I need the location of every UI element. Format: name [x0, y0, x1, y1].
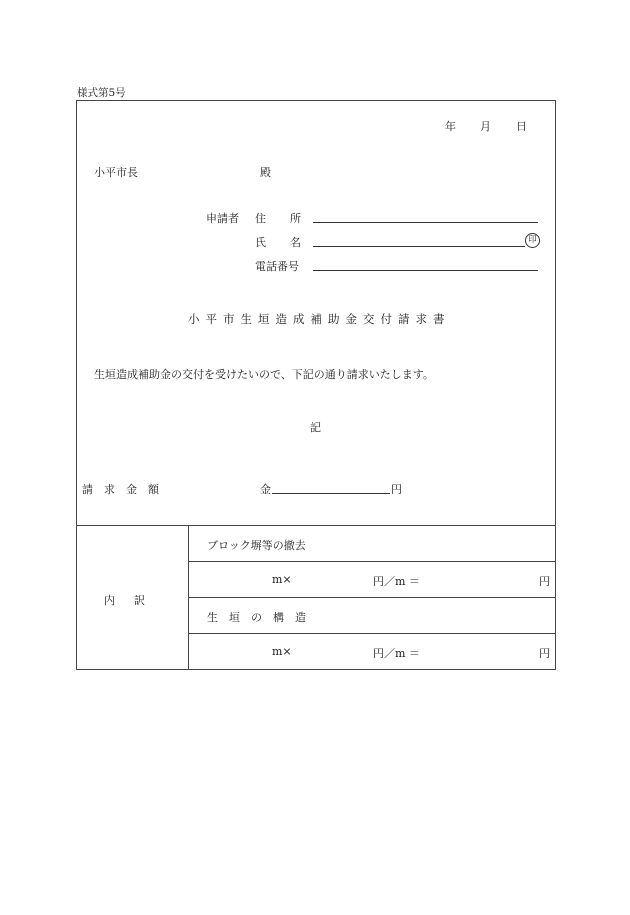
- date-year-label: 年: [445, 120, 456, 133]
- phone-field[interactable]: [313, 270, 538, 271]
- calc-yen: 円: [539, 647, 550, 660]
- name-label: 氏: [255, 236, 266, 249]
- date-month-label: 月: [480, 120, 491, 133]
- row-divider: [188, 561, 556, 562]
- breakdown-row-heading: 生 垣 の 構 造: [207, 611, 306, 624]
- table-top-border: [76, 525, 556, 526]
- calc-meter: m×: [272, 645, 292, 658]
- calc-yen: 円: [539, 575, 550, 588]
- calc-unit: 円／m ＝: [373, 647, 420, 660]
- address-field[interactable]: [313, 222, 538, 223]
- phone-label: 電話番号: [255, 260, 299, 273]
- seal-icon: 印: [525, 233, 540, 248]
- date-day-label: 日: [516, 120, 527, 133]
- request-text: 生垣造成補助金の交付を受けたいので、下記の通り請求いたします。: [94, 368, 434, 381]
- breakdown-row-heading: ブロック塀等の撤去: [207, 539, 306, 552]
- addressee-name: 小平市長: [94, 166, 138, 179]
- name-label-2: 名: [290, 236, 301, 249]
- address-label: 住: [255, 212, 266, 225]
- amount-suffix: 円: [391, 483, 402, 496]
- breakdown-label: 内 訳: [104, 594, 149, 607]
- calc-unit: 円／m ＝: [373, 575, 420, 588]
- row-divider: [188, 633, 556, 634]
- amount-label: 請求金額: [82, 483, 170, 496]
- applicant-label: 申請者: [206, 212, 239, 225]
- ki-label: 記: [310, 421, 321, 434]
- form-number: 様式第5号: [77, 87, 126, 99]
- amount-prefix: 金: [260, 483, 271, 496]
- form-frame: [76, 100, 556, 670]
- amount-field[interactable]: [272, 493, 390, 494]
- row-divider: [188, 597, 556, 598]
- addressee-honorific: 殿: [260, 166, 271, 179]
- calc-meter: m×: [272, 573, 292, 586]
- address-label-2: 所: [290, 212, 301, 225]
- document-title: 小平市生垣造成補助金交付請求書: [188, 312, 451, 326]
- name-field[interactable]: [313, 246, 525, 247]
